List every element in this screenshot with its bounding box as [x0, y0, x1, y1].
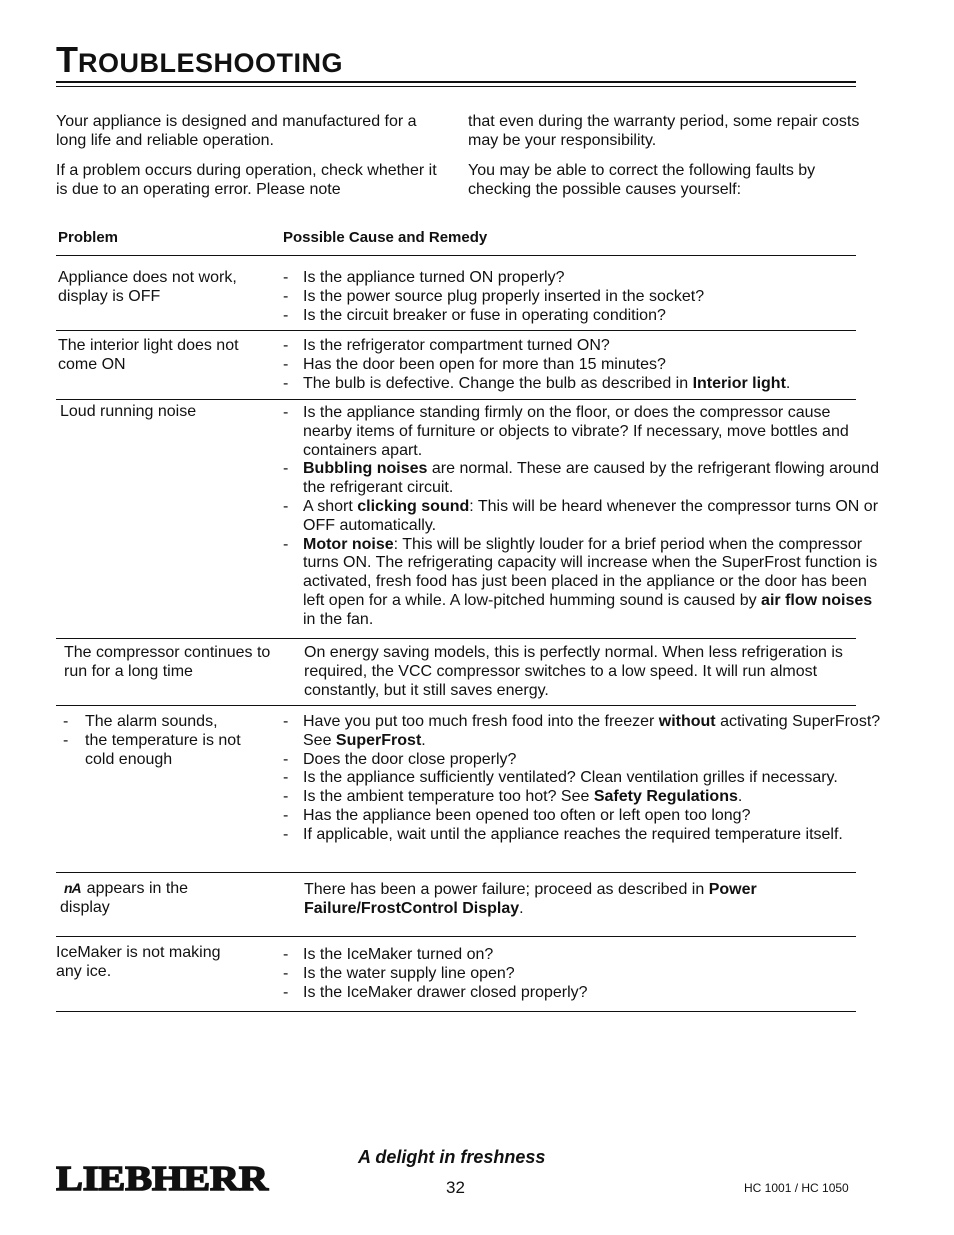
cause-item [283, 984, 883, 1003]
bullet-dash: - [283, 750, 289, 768]
bullet-dash: - [283, 460, 289, 478]
row-divider [56, 399, 856, 400]
cause-cell [283, 713, 893, 845]
text-segment: . [785, 374, 791, 392]
text-segment: Is the appliance standing firmly on the floor, or does the compressor cause nearby items of furniture or objects to vibrate? If necessary, move bottles and containers apart. [303, 404, 849, 459]
cause-item [283, 965, 883, 984]
cause-item [283, 788, 893, 807]
problem-cell: IceMaker is not making any ice. [56, 944, 221, 980]
text-segment: Has the door been open for more than 15 minutes? [303, 355, 666, 373]
problem-cell: Loud running noise [60, 403, 197, 420]
problem-cell: nA appears in the display [60, 880, 189, 916]
column-header-problem: Problem [58, 229, 119, 246]
cause-item [283, 536, 883, 630]
text-segment: . [737, 788, 743, 806]
intro-paragraph: Your appliance is designed and manufactured for a long life and reliable operation. [56, 113, 417, 149]
title-rule-thin [56, 86, 856, 87]
title-initial: T [56, 39, 78, 80]
bold-reference: clicking sound [357, 497, 470, 515]
cause-item [283, 826, 893, 845]
cause-cell [283, 946, 883, 1002]
text-segment: If applicable, wait until the appliance reaches the required temperature itself. [303, 825, 843, 843]
cause-item [283, 288, 883, 307]
bold-reference: without [658, 713, 716, 730]
row-divider [56, 330, 856, 331]
bold-reference: air flow noises [761, 591, 873, 609]
title-rule-thick [56, 81, 856, 83]
cause-cell [283, 269, 883, 325]
title-rest: ROUBLESHOOTING [78, 48, 344, 78]
intro-paragraph: You may be able to correct the following faults by checking the possible causes yourself: [468, 162, 816, 198]
problem-cell: The interior light does not come ON [58, 337, 239, 373]
problem-cell [58, 713, 273, 769]
logo-wordmark: LIEBHERR [56, 1162, 269, 1193]
cause-cell [283, 337, 883, 393]
bullet-dash: - [283, 806, 289, 824]
cause-cell [283, 881, 883, 919]
remedy-text: On energy saving models, this is perfectly normal. When less refrigeration is required, the VCC compressor switches to a low speed. It will run almost constantly, but it still saves energy. [304, 644, 843, 699]
text-segment: : This will be slightly louder for a brief period when the compressor turns ON. The refrigerating capacity will increase when the SuperFrost function is activated, fresh food has just been placed in the appliance or the door has been left open for a while. A low-pitched humming sound is caused by [303, 535, 878, 609]
text-segment: activating SuperFrost? See [303, 713, 881, 749]
cause-item [283, 356, 883, 375]
remedy-text [283, 881, 883, 919]
row-divider [56, 638, 856, 639]
row-divider [56, 936, 856, 937]
bullet-dash: - [283, 269, 289, 286]
bullet-dash: - [283, 769, 289, 787]
problem-item: - The alarm sounds, [63, 713, 218, 730]
text-segment: are normal. These are caused by the refrigerant flowing around the refrigerant circuit. [303, 460, 879, 497]
cause-item [283, 769, 893, 788]
text-segment: in the fan. [303, 610, 374, 628]
text-segment: : This will be heard whenever the compressor turns ON or OFF automatically. [303, 497, 879, 534]
row-divider [56, 705, 856, 706]
text-segment: Is the refrigerator compartment turned ON? [303, 337, 610, 354]
bullet-dash: - [283, 946, 289, 963]
cause-item [283, 269, 883, 288]
cause-item [283, 713, 893, 751]
cause-item [283, 404, 883, 460]
bullet-dash: - [283, 287, 289, 305]
intro-paragraph: If a problem occurs during operation, check whether it is due to an operating error. Please note [56, 162, 437, 198]
problem-item: - the temperature is not cold enough [63, 731, 241, 768]
text-segment: The bulb is defective. Change the bulb as described in [303, 374, 693, 392]
cause-item [283, 460, 883, 498]
text-segment: Is the appliance turned ON properly? [303, 269, 565, 286]
liebherr-logo [56, 1162, 270, 1193]
cause-item [283, 498, 883, 536]
page-number: 32 [446, 1178, 465, 1197]
problem-cell: The compressor continues to run for a long time [64, 644, 271, 680]
column-header-cause: Possible Cause and Remedy [283, 229, 488, 246]
intro-left-column [56, 112, 448, 210]
table-header-rule [56, 255, 856, 256]
text-segment: Is the IceMaker drawer closed properly? [303, 983, 588, 1001]
text-segment: Does the door close properly? [303, 750, 517, 768]
cause-item [283, 375, 883, 394]
bullet-dash: - [283, 355, 289, 373]
text-segment: Have you put too much fresh food into the freezer [303, 713, 659, 730]
cause-item [283, 337, 883, 356]
display-code-na: nA [64, 880, 81, 896]
intro-right-column [468, 112, 860, 210]
bold-reference: Power Failure/FrostControl Display [304, 881, 757, 917]
text-segment: Is the power source plug properly inserted in the socket? [303, 287, 705, 305]
bullet-dash: - [283, 306, 289, 324]
text-segment: Is the circuit breaker or fuse in operating condition? [303, 306, 666, 324]
cause-item [283, 307, 883, 326]
text-segment: . [519, 899, 524, 917]
cause-cell [283, 404, 883, 630]
bullet-dash: - [283, 788, 289, 806]
row-divider [56, 872, 856, 873]
bullet-dash: - [283, 825, 289, 843]
cause-item [283, 946, 883, 965]
page-title [56, 39, 344, 80]
bullet-dash: - [283, 497, 289, 515]
text-segment: Has the appliance been opened too often or left open too long? [303, 806, 751, 824]
bold-reference: Safety Regulations [593, 788, 738, 806]
tagline: A delight in freshness [358, 1147, 546, 1167]
text-segment: Is the IceMaker turned on? [303, 946, 494, 963]
bullet-dash: - [283, 983, 289, 1001]
bold-reference: SuperFrost [335, 731, 422, 749]
bold-reference: Bubbling noises [303, 460, 428, 478]
bullet-dash: - [283, 713, 289, 730]
text-segment: There has been a power failure; proceed as described in [304, 881, 709, 898]
model-number: HC 1001 / HC 1050 [744, 1181, 849, 1195]
text-segment: Is the ambient temperature too hot? See [303, 788, 594, 806]
bullet-dash: - [283, 404, 289, 421]
bullet-dash: - [283, 374, 289, 392]
bold-reference: Motor noise [303, 535, 394, 553]
text-segment: . [421, 731, 426, 749]
table-bottom-rule [56, 1011, 856, 1012]
bullet-dash: - [283, 964, 289, 982]
bullet-dash: - [283, 337, 289, 354]
cause-item [283, 751, 893, 770]
bold-reference: Interior light [692, 374, 786, 392]
intro-paragraph: that even during the warranty period, some repair costs may be your responsibility. [468, 113, 860, 149]
text-segment: Is the appliance sufficiently ventilated? Clean ventilation grilles if necessary. [303, 769, 838, 787]
cause-cell [283, 644, 883, 700]
bullet-dash: - [283, 535, 289, 553]
cause-item [283, 807, 893, 826]
problem-cell: Appliance does not work, display is OFF [58, 269, 237, 305]
text-segment: A short [303, 497, 358, 515]
text-segment: Is the water supply line open? [303, 964, 515, 982]
